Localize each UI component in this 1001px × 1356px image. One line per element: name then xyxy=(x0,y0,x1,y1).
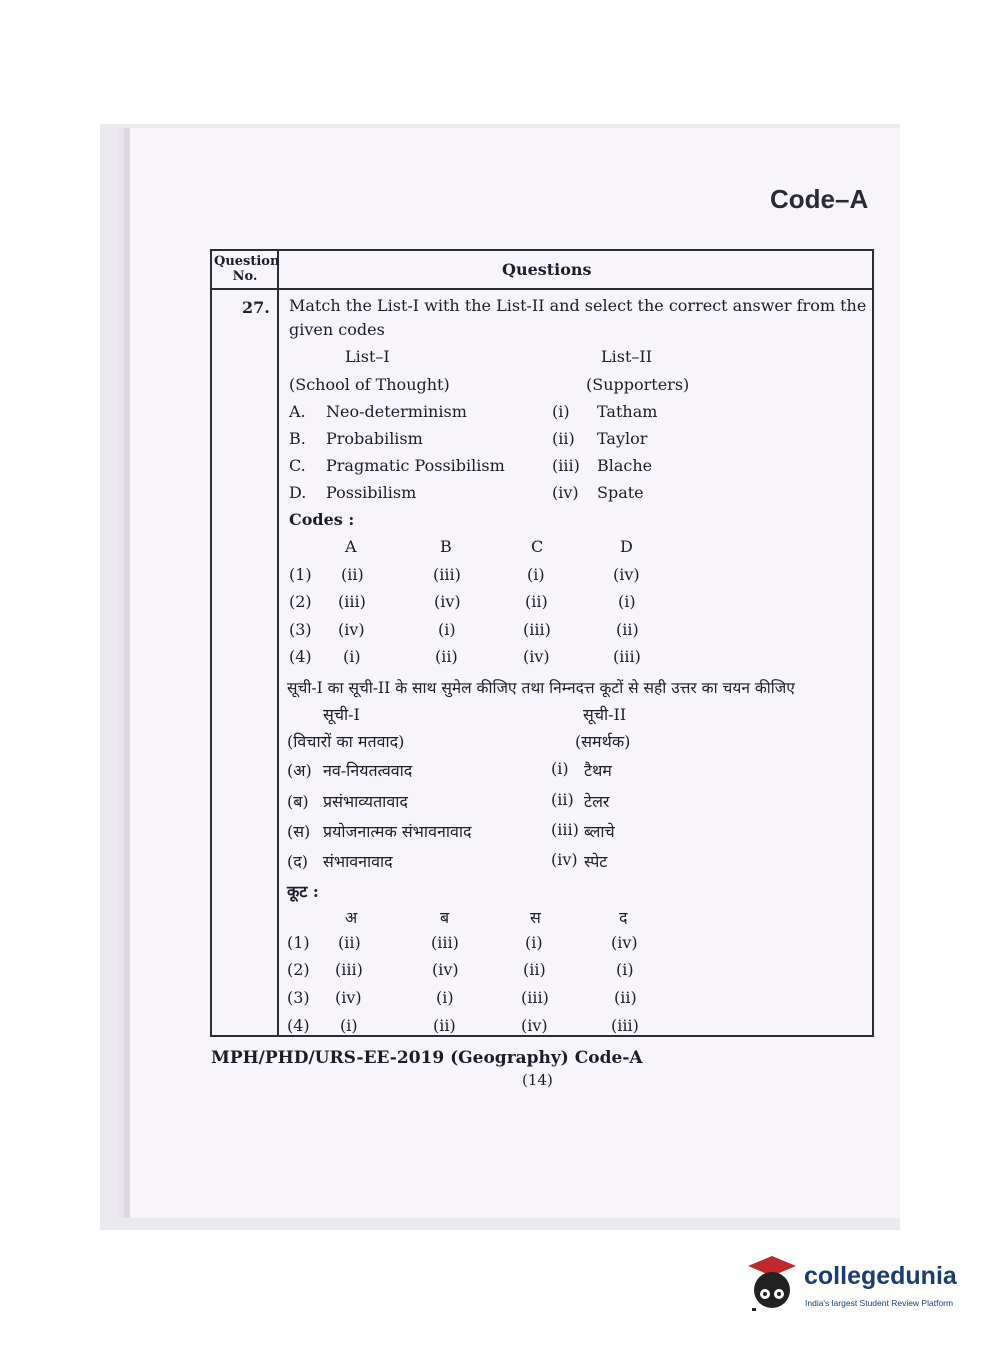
supporter-number: (ii) xyxy=(552,429,575,448)
column-divider xyxy=(277,251,279,1035)
hindi-code-cell: (iii) xyxy=(521,988,549,1007)
list-item-key: D. xyxy=(289,483,307,502)
supporter-name: Blache xyxy=(597,456,653,475)
code-option-number: (3) xyxy=(289,620,312,639)
hindi-code-option-number: (1) xyxy=(287,933,310,952)
code-cell: (i) xyxy=(343,647,361,666)
code-head: B xyxy=(440,537,452,556)
supporter-number: (i) xyxy=(552,402,570,421)
hindi-list-item-value: संभावनावाद xyxy=(323,852,393,871)
hindi-list1-title: सूची-I xyxy=(323,705,360,724)
hindi-list2-title: सूची-II xyxy=(583,705,627,724)
questions-header: Questions xyxy=(502,260,592,279)
code-cell: (ii) xyxy=(616,620,639,639)
list-item-key: A. xyxy=(289,402,306,421)
footer-title: MPH/PHD/URS-EE-2019 (Geography) Code-A xyxy=(211,1048,643,1068)
code-cell: (iii) xyxy=(613,647,641,666)
hindi-code-cell: (iv) xyxy=(521,1016,548,1035)
hindi-code-cell: (ii) xyxy=(614,988,637,1007)
code-cell: (iv) xyxy=(434,592,461,611)
page-number: (14) xyxy=(522,1071,553,1089)
supporter-number: (iii) xyxy=(552,456,580,475)
hindi-list-item-key: (अ) xyxy=(287,761,312,780)
code-option-number: (1) xyxy=(289,565,312,584)
supporter-name: Tatham xyxy=(597,402,658,421)
hindi-supporter-name: स्पेट xyxy=(584,852,608,871)
list-item-key: C. xyxy=(289,456,306,475)
hindi-list-item-value: नव-नियतत्ववाद xyxy=(323,761,413,780)
list-item-value: Possibilism xyxy=(326,483,417,502)
hindi-code-cell: (i) xyxy=(436,988,454,1007)
hindi-supporter-name: टैथम xyxy=(584,761,612,780)
code-cell: (iv) xyxy=(523,647,550,666)
list2-title: List–II xyxy=(601,347,653,366)
hindi-code-cell: (iii) xyxy=(431,933,459,952)
hindi-code-head: अ xyxy=(345,908,358,927)
hindi-list1-subtitle: (विचारों का मतवाद) xyxy=(287,732,405,751)
hindi-code-cell: (iv) xyxy=(611,933,638,952)
paper-code: Code–A xyxy=(770,184,869,214)
list1-title: List–I xyxy=(345,347,390,366)
header-divider xyxy=(212,288,872,290)
list-item-value: Neo-determinism xyxy=(326,402,467,421)
supporter-name: Spate xyxy=(597,483,644,502)
hindi-supporter-name: ब्लाचे xyxy=(584,822,615,841)
hindi-code-cell: (iv) xyxy=(432,960,459,979)
list1-subtitle: (School of Thought) xyxy=(289,375,450,394)
supporter-name: Taylor xyxy=(597,429,648,448)
hindi-code-cell: (ii) xyxy=(338,933,361,952)
question-number: 27. xyxy=(242,298,270,317)
supporter-number: (iv) xyxy=(552,483,579,502)
list-item-value: Probabilism xyxy=(326,429,423,448)
hindi-code-cell: (iii) xyxy=(611,1016,639,1035)
hindi-code-cell: (i) xyxy=(525,933,543,952)
hindi-code-cell: (ii) xyxy=(523,960,546,979)
list2-subtitle: (Supporters) xyxy=(586,375,690,394)
question-no-header-line2: No. xyxy=(232,269,258,284)
hindi-code-cell: (ii) xyxy=(433,1016,456,1035)
code-head: C xyxy=(531,537,544,556)
codes-label: Codes : xyxy=(289,510,355,529)
code-head: A xyxy=(345,537,357,556)
hindi-supporter-number: (iii) xyxy=(551,820,579,839)
code-cell: (i) xyxy=(618,592,636,611)
code-head: D xyxy=(620,537,633,556)
hindi-code-head: स xyxy=(530,908,541,927)
code-cell: (iv) xyxy=(338,620,365,639)
hindi-list2-subtitle: (समर्थक) xyxy=(575,732,631,751)
hindi-code-cell: (iv) xyxy=(335,988,362,1007)
hindi-code-head: द xyxy=(619,908,628,927)
hindi-code-option-number: (2) xyxy=(287,960,310,979)
hindi-list-item-key: (द) xyxy=(287,852,308,871)
code-cell: (iii) xyxy=(523,620,551,639)
hindi-code-option-number: (4) xyxy=(287,1016,310,1035)
code-option-number: (2) xyxy=(289,592,312,611)
code-cell: (iv) xyxy=(613,565,640,584)
hindi-supporter-number: (ii) xyxy=(551,790,574,809)
code-option-number: (4) xyxy=(289,647,312,666)
hindi-list-item-value: प्रयोजनात्मक संभावनावाद xyxy=(323,822,472,841)
list-item-value: Pragmatic Possibilism xyxy=(326,456,505,475)
question-text-line1: Match the List-I with the List-II and select the correct answer from the xyxy=(289,296,867,315)
hindi-code-cell: (iii) xyxy=(335,960,363,979)
hindi-supporter-number: (iv) xyxy=(551,850,578,869)
question-no-header xyxy=(214,254,280,284)
hindi-codes-label: कूट : xyxy=(287,882,319,901)
hindi-list-item-key: (स) xyxy=(287,822,311,841)
hindi-code-cell: (i) xyxy=(616,960,634,979)
code-cell: (i) xyxy=(527,565,545,584)
brand-name: collegedunia xyxy=(804,1262,957,1290)
hindi-question-text: सूची-I का सूची-II के साथ सुमेल कीजिए तथा निम्नदत्त कूटों से सही उत्तर का चयन कीजिए xyxy=(287,679,795,697)
code-cell: (ii) xyxy=(341,565,364,584)
list-item-key: B. xyxy=(289,429,306,448)
hindi-supporter-name: टेलर xyxy=(584,792,610,811)
hindi-list-item-value: प्रसंभाव्यतावाद xyxy=(323,792,408,811)
hindi-list-item-key: (ब) xyxy=(287,792,309,811)
code-cell: (i) xyxy=(438,620,456,639)
hindi-code-option-number: (3) xyxy=(287,988,310,1007)
question-text-line2: given codes xyxy=(289,320,385,339)
code-cell: (iii) xyxy=(433,565,461,584)
hindi-code-head: ब xyxy=(440,908,450,927)
hindi-code-cell: (i) xyxy=(340,1016,358,1035)
hindi-supporter-number: (i) xyxy=(551,759,569,778)
brand-tagline: India's largest Student Review Platform xyxy=(805,1298,954,1308)
code-cell: (ii) xyxy=(435,647,458,666)
code-cell: (ii) xyxy=(525,592,548,611)
code-cell: (iii) xyxy=(338,592,366,611)
question-no-header-line1: Question xyxy=(214,254,280,269)
question-table xyxy=(210,249,874,1037)
